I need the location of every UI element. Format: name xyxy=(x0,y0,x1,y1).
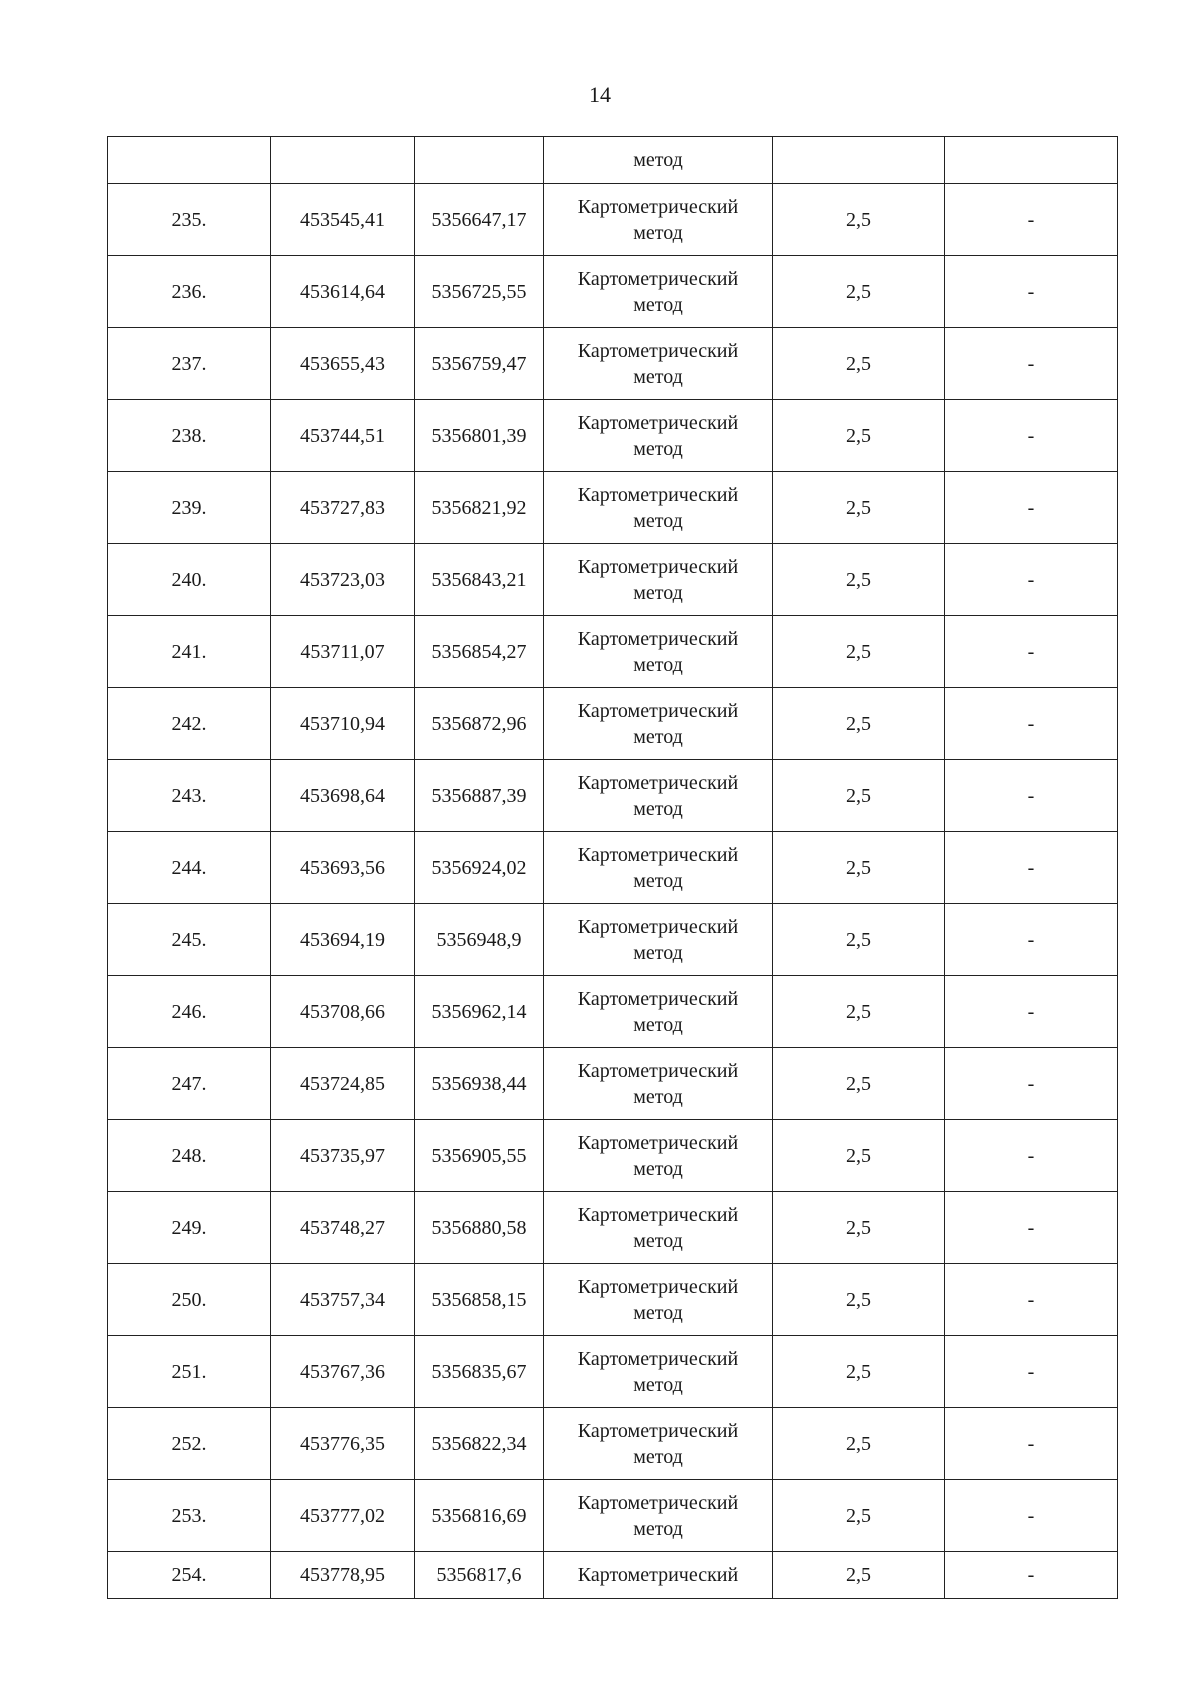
table-row xyxy=(108,184,1118,256)
cell-note: - xyxy=(945,400,1118,472)
cell-y: 5356822,34 xyxy=(415,1408,544,1480)
cell-x: 453735,97 xyxy=(271,1120,415,1192)
cell-accuracy: 2,5 xyxy=(773,616,945,688)
cell-x: 453698,64 xyxy=(271,760,415,832)
cell-method xyxy=(544,976,773,1048)
cell-accuracy: 2,5 xyxy=(773,1408,945,1480)
cell-accuracy: 2,5 xyxy=(773,1552,945,1599)
cell-accuracy: 2,5 xyxy=(773,1336,945,1408)
cell-y: 5356962,14 xyxy=(415,976,544,1048)
cell-method xyxy=(544,1408,773,1480)
cell-y: 5356821,92 xyxy=(415,472,544,544)
method-line-1: Картометрический xyxy=(577,843,739,866)
method-line-2: метод xyxy=(633,437,683,460)
cell-y: 5356938,44 xyxy=(415,1048,544,1120)
cell-num: 235. xyxy=(108,184,271,256)
cell-y: 5356801,39 xyxy=(415,400,544,472)
method-line-1: Картометрический xyxy=(577,699,739,722)
method-line-2: метод xyxy=(633,941,683,964)
method-line-2: метод xyxy=(633,653,683,676)
cell-num: 250. xyxy=(108,1264,271,1336)
table-row xyxy=(108,1336,1118,1408)
cell-method xyxy=(544,1264,773,1336)
cell-method xyxy=(544,832,773,904)
table-row-continued xyxy=(108,137,1118,184)
method-line-2: метод xyxy=(633,1013,683,1036)
table-row xyxy=(108,544,1118,616)
cell-method xyxy=(544,904,773,976)
cell-accuracy: 2,5 xyxy=(773,184,945,256)
method-line-2: метод xyxy=(633,365,683,388)
method-line-1: Картометрический xyxy=(577,267,739,290)
method-line-1: Картометрический xyxy=(577,1491,739,1514)
cell-num: 248. xyxy=(108,1120,271,1192)
table-row xyxy=(108,616,1118,688)
cell-note: - xyxy=(945,976,1118,1048)
table-row xyxy=(108,472,1118,544)
method-line-2: метод xyxy=(633,1229,683,1252)
cell-method xyxy=(544,1192,773,1264)
cell-num: 238. xyxy=(108,400,271,472)
cell-note: - xyxy=(945,616,1118,688)
method-line-1: Картометрический xyxy=(577,1203,739,1226)
table-row xyxy=(108,400,1118,472)
cell-num: 243. xyxy=(108,760,271,832)
cell-x: 453767,36 xyxy=(271,1336,415,1408)
cell-y: 5356817,6 xyxy=(415,1552,544,1599)
cell-method xyxy=(544,256,773,328)
cell-x xyxy=(271,137,415,184)
cell-note: - xyxy=(945,256,1118,328)
cell-method: метод xyxy=(544,137,773,184)
cell-x: 453776,35 xyxy=(271,1408,415,1480)
cell-method xyxy=(544,760,773,832)
cell-method xyxy=(544,1048,773,1120)
table-row xyxy=(108,1480,1118,1552)
cell-x: 453711,07 xyxy=(271,616,415,688)
cell-num: 252. xyxy=(108,1408,271,1480)
method-line-1: Картометрический xyxy=(577,411,739,434)
table-row xyxy=(108,1408,1118,1480)
cell-accuracy: 2,5 xyxy=(773,472,945,544)
cell-accuracy: 2,5 xyxy=(773,1264,945,1336)
cell-accuracy: 2,5 xyxy=(773,400,945,472)
cell-y xyxy=(415,137,544,184)
cell-x: 453710,94 xyxy=(271,688,415,760)
cell-note: - xyxy=(945,1408,1118,1480)
method-line-1: Картометрический xyxy=(577,771,739,794)
cell-y: 5356759,47 xyxy=(415,328,544,400)
cell-note: - xyxy=(945,1192,1118,1264)
cell-accuracy xyxy=(773,137,945,184)
cell-y: 5356924,02 xyxy=(415,832,544,904)
method-line-1: Картометрический xyxy=(577,1347,739,1370)
cell-num: 237. xyxy=(108,328,271,400)
cell-num: 236. xyxy=(108,256,271,328)
cell-note: - xyxy=(945,904,1118,976)
method-line-2: метод xyxy=(633,581,683,604)
cell-y: 5356880,58 xyxy=(415,1192,544,1264)
cell-x: 453545,41 xyxy=(271,184,415,256)
cell-accuracy: 2,5 xyxy=(773,1192,945,1264)
cell-accuracy: 2,5 xyxy=(773,256,945,328)
cell-y: 5356858,15 xyxy=(415,1264,544,1336)
cell-accuracy: 2,5 xyxy=(773,1480,945,1552)
cell-num: 254. xyxy=(108,1552,271,1599)
cell-num: 251. xyxy=(108,1336,271,1408)
cell-y: 5356725,55 xyxy=(415,256,544,328)
cell-note: - xyxy=(945,544,1118,616)
cell-num: 244. xyxy=(108,832,271,904)
cell-note: - xyxy=(945,688,1118,760)
cell-x: 453708,66 xyxy=(271,976,415,1048)
table-row xyxy=(108,1048,1118,1120)
cell-accuracy: 2,5 xyxy=(773,1120,945,1192)
cell-accuracy: 2,5 xyxy=(773,544,945,616)
table-row xyxy=(108,1120,1118,1192)
cell-note: - xyxy=(945,328,1118,400)
method-line-1: Картометрический xyxy=(577,195,739,218)
table-row-last xyxy=(108,1552,1118,1599)
method-line-2: метод xyxy=(633,1301,683,1324)
method-line-2: метод xyxy=(633,1517,683,1540)
cell-note: - xyxy=(945,1552,1118,1599)
cell-note: - xyxy=(945,1264,1118,1336)
page-number: 14 xyxy=(589,82,611,107)
cell-num: 242. xyxy=(108,688,271,760)
cell-note: - xyxy=(945,1048,1118,1120)
cell-x: 453694,19 xyxy=(271,904,415,976)
cell-method xyxy=(544,688,773,760)
cell-method xyxy=(544,1480,773,1552)
cell-x: 453723,03 xyxy=(271,544,415,616)
cell-y: 5356905,55 xyxy=(415,1120,544,1192)
cell-method xyxy=(544,616,773,688)
method-line-1: Картометрический xyxy=(577,987,739,1010)
cell-num: 246. xyxy=(108,976,271,1048)
method-line-1: Картометрический xyxy=(577,915,739,938)
cell-method xyxy=(544,1120,773,1192)
cell-x: 453744,51 xyxy=(271,400,415,472)
cell-method xyxy=(544,400,773,472)
cell-x: 453655,43 xyxy=(271,328,415,400)
table-row xyxy=(108,976,1118,1048)
table-row xyxy=(108,760,1118,832)
method-line-1: Картометрический xyxy=(577,1059,739,1082)
method-line-2: метод xyxy=(633,797,683,820)
cell-x: 453724,85 xyxy=(271,1048,415,1120)
cell-note: - xyxy=(945,1120,1118,1192)
cell-method xyxy=(544,1336,773,1408)
cell-note: - xyxy=(945,184,1118,256)
method-line-2: метод xyxy=(633,725,683,748)
cell-y: 5356872,96 xyxy=(415,688,544,760)
cell-method xyxy=(544,184,773,256)
table-row xyxy=(108,904,1118,976)
method-line-2: метод xyxy=(633,1445,683,1468)
cell-x: 453778,95 xyxy=(271,1552,415,1599)
cell-x: 453693,56 xyxy=(271,832,415,904)
method-line-2: метод xyxy=(633,293,683,316)
cell-y: 5356854,27 xyxy=(415,616,544,688)
cell-accuracy: 2,5 xyxy=(773,1048,945,1120)
cell-accuracy: 2,5 xyxy=(773,328,945,400)
cell-method xyxy=(544,328,773,400)
cell-x: 453614,64 xyxy=(271,256,415,328)
method-line-1: Картометрический xyxy=(577,627,739,650)
table-body xyxy=(108,137,1118,1599)
cell-note: - xyxy=(945,832,1118,904)
method-line-1: Картометрический xyxy=(577,1419,739,1442)
cell-y: 5356887,39 xyxy=(415,760,544,832)
cell-num: 239. xyxy=(108,472,271,544)
cell-note: - xyxy=(945,472,1118,544)
cell-method: Картометрический xyxy=(544,1552,773,1599)
cell-num: 245. xyxy=(108,904,271,976)
cell-x: 453757,34 xyxy=(271,1264,415,1336)
cell-num: 249. xyxy=(108,1192,271,1264)
method-line-2: метод xyxy=(633,1157,683,1180)
cell-x: 453727,83 xyxy=(271,472,415,544)
table-row xyxy=(108,328,1118,400)
table-row xyxy=(108,1264,1118,1336)
cell-note: - xyxy=(945,1336,1118,1408)
cell-accuracy: 2,5 xyxy=(773,904,945,976)
method-line-2: метод xyxy=(633,1373,683,1396)
cell-accuracy: 2,5 xyxy=(773,832,945,904)
cell-y: 5356948,9 xyxy=(415,904,544,976)
method-line-2: метод xyxy=(633,1085,683,1108)
cell-accuracy: 2,5 xyxy=(773,976,945,1048)
method-line-1: Картометрический xyxy=(577,1275,739,1298)
cell-num: 240. xyxy=(108,544,271,616)
method-line-2: метод xyxy=(633,221,683,244)
table-row xyxy=(108,832,1118,904)
cell-y: 5356843,21 xyxy=(415,544,544,616)
table-row xyxy=(108,256,1118,328)
method-line-1: Картометрический xyxy=(577,555,739,578)
cell-note: - xyxy=(945,760,1118,832)
table-row xyxy=(108,1192,1118,1264)
cell-num: 247. xyxy=(108,1048,271,1120)
cell-y: 5356816,69 xyxy=(415,1480,544,1552)
cell-accuracy: 2,5 xyxy=(773,760,945,832)
cell-accuracy: 2,5 xyxy=(773,688,945,760)
cell-note: - xyxy=(945,1480,1118,1552)
cell-num xyxy=(108,137,271,184)
cell-method xyxy=(544,472,773,544)
cell-y: 5356835,67 xyxy=(415,1336,544,1408)
method-line-1: Картометрический xyxy=(577,339,739,362)
cell-note xyxy=(945,137,1118,184)
table-row xyxy=(108,688,1118,760)
cell-x: 453748,27 xyxy=(271,1192,415,1264)
cell-num: 241. xyxy=(108,616,271,688)
method-line-2: метод xyxy=(633,869,683,892)
cell-y: 5356647,17 xyxy=(415,184,544,256)
cell-x: 453777,02 xyxy=(271,1480,415,1552)
method-line-1: Картометрический xyxy=(577,1131,739,1154)
method-line-1: Картометрический xyxy=(577,483,739,506)
cell-method xyxy=(544,544,773,616)
coordinates-table xyxy=(107,136,1118,1599)
method-line-2: метод xyxy=(633,509,683,532)
cell-num: 253. xyxy=(108,1480,271,1552)
